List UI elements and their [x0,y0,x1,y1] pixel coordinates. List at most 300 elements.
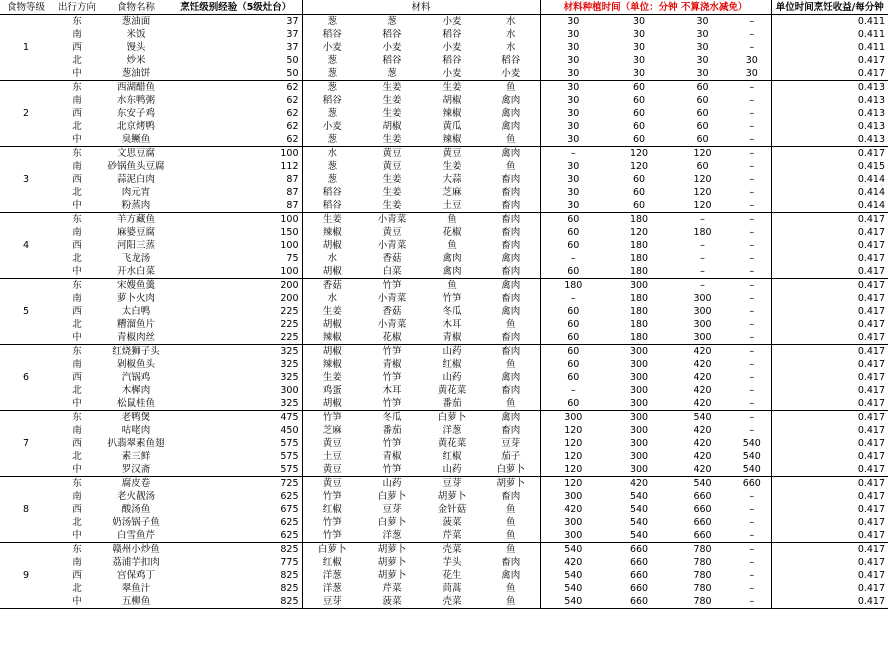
material-cell: 葱 [302,54,362,67]
material-cell: 禽肉 [501,412,521,423]
direction-cell: 南 [72,227,82,238]
table-row [0,279,888,293]
material-cell: 木耳 [382,385,402,396]
material-cell: 芝麻 [442,187,462,198]
table-row [0,265,888,279]
table-row [0,67,888,81]
material-cell: 禽肉 [501,148,521,159]
grow-time-cell: 540 [733,463,771,477]
grow-time-cell: 30 [540,199,606,213]
material-cell: 鱼 [506,82,516,93]
material-cell: 青椒 [382,359,402,370]
material-cell: 香菇 [382,253,402,264]
direction-cell: 北 [72,517,82,528]
food-name-cell: 臭鳜鱼 [102,133,170,147]
material-cell: 葱 [362,67,422,81]
material-cell: 鱼 [482,529,540,543]
material-cell: 芹菜 [422,529,482,543]
material-cell: 黄花菜 [437,438,467,449]
exp-cell: 62 [170,133,302,147]
material-cell: 畜肉 [501,425,521,436]
material-cell: 禽肉 [442,253,462,264]
material-cell: 香菇 [382,306,402,317]
grow-time-cell: 300 [629,451,649,462]
yield-cell: 0.411 [771,28,888,41]
grow-time-cell: – [749,253,755,264]
material-cell: 畜肉 [501,293,521,304]
exp-cell: 100 [280,240,299,251]
direction-cell: 西 [72,108,82,119]
food-name-cell: 罗汉斋 [102,463,170,477]
material-cell: 畜肉 [501,187,521,198]
food-name-cell: 荔浦芋扣肉 [112,557,160,568]
grow-time-cell: – [749,187,755,198]
exp-cell: 37 [286,16,299,27]
material-cell: 胡萝卜 [377,557,407,568]
food-name-cell: 白雪鱼芹 [102,529,170,543]
material-cell: 小麦 [302,120,362,133]
yield-cell: 0.415 [771,160,888,173]
material-cell: 生姜 [302,305,362,318]
grow-time-cell: – [733,133,771,147]
grow-time-cell: 180 [629,319,649,330]
direction-cell: 北 [72,253,82,264]
exp-cell: 625 [280,517,299,528]
grow-time-cell: 420 [693,425,712,436]
table-row [0,543,888,557]
food-name-cell: 文思豆腐 [116,148,155,159]
material-cell: 辣椒 [302,331,362,345]
direction-cell: 东 [72,82,82,93]
yield-cell: 0.414 [771,173,888,186]
food-name-cell: 葱油面 [121,16,151,27]
direction-cell: 南 [72,95,82,106]
grow-time-cell: – [733,199,771,213]
grow-time-cell: 120 [693,148,712,159]
material-cell: 竹笋 [362,397,422,411]
direction-cell: 东 [72,544,82,555]
grow-time-cell: – [749,95,755,106]
grow-time-cell: – [733,265,771,279]
table-row [0,397,888,411]
exp-cell: 625 [280,491,299,502]
table-row [0,81,888,95]
grow-time-cell: 540 [629,517,649,528]
table-row [0,133,888,147]
material-cell: 鱼 [506,359,516,370]
grow-time-cell: 30 [745,55,758,66]
yield-cell: 0.414 [771,199,888,213]
food-name-cell: 西湖醋鱼 [116,82,155,93]
exp-cell: 100 [170,265,302,279]
grow-time-cell: 660 [629,557,649,568]
material-cell: 洋葱 [302,569,362,582]
yield-cell: 0.417 [771,213,888,227]
grow-time-cell: 30 [632,16,646,27]
direction-cell: 中 [52,463,102,477]
table-row [0,556,888,569]
yield-cell: 0.413 [771,81,888,95]
grow-time-cell: – [749,517,755,528]
grow-time-cell: 120 [693,187,712,198]
food-name-cell: 米饭 [126,29,146,40]
exp-cell: 575 [280,451,299,462]
grow-time-cell: 30 [540,94,606,107]
grow-time-cell: 420 [540,503,606,516]
table-row [0,490,888,503]
exp-cell: 725 [280,478,299,489]
material-cell: 白萝卜 [482,463,540,477]
material-cell: 畜肉 [501,214,521,225]
exp-cell: 87 [170,199,302,213]
grow-time-cell: – [749,306,755,317]
material-cell: 土豆 [302,450,362,463]
grow-time-cell: 300 [606,397,672,411]
material-cell: 畜肉 [482,265,540,279]
material-cell: 壳菜 [422,595,482,609]
yield-cell: 0.417 [771,345,888,359]
grow-time-cell: 60 [540,213,606,227]
material-cell: 红椒 [442,359,462,370]
material-cell: 稻谷 [302,28,362,41]
grow-time-cell: 300 [693,306,712,317]
material-cell: 洋葱 [442,425,462,436]
grow-time-cell: 420 [629,478,649,489]
grow-time-cell: 30 [606,67,672,81]
direction-cell: 西 [72,372,82,383]
food-name-cell: 松鼠桂鱼 [102,397,170,411]
yield-cell: 0.417 [771,516,888,529]
grow-time-cell: 780 [693,583,712,594]
material-cell: 黄豆 [302,437,362,450]
table-row [0,305,888,318]
exp-cell: 200 [280,280,299,291]
material-cell: 花椒 [362,331,422,345]
direction-cell: 西 [72,306,82,317]
material-cell: 生姜 [442,82,462,93]
material-cell: 小青菜 [377,293,407,304]
yield-cell: 0.417 [771,371,888,384]
material-cell: 稻谷 [382,29,402,40]
grow-time-cell: 120 [629,148,649,159]
grow-time-cell: 120 [629,227,649,238]
material-cell: 水 [302,252,362,265]
material-cell: 胡萝卜 [437,491,467,502]
table-row [0,226,888,239]
food-level-cell: 7 [0,411,52,477]
material-cell: 白菜 [362,265,422,279]
grow-time-cell: 30 [632,42,646,53]
grow-time-cell: 60 [540,397,606,411]
direction-cell: 南 [72,557,82,568]
grow-time-cell: – [672,265,733,279]
grow-time-cell: 60 [540,331,606,345]
grow-time-cell: 120 [540,424,606,437]
table-row [0,331,888,345]
food-name-cell: 开水白菜 [102,265,170,279]
header-food-name: 食物名称 [102,0,170,15]
material-cell: 水 [506,42,516,53]
grow-time-cell: 30 [540,160,606,173]
material-cell: 生姜 [302,213,362,227]
grow-time-cell: 30 [540,41,606,54]
material-cell: 芝麻 [302,424,362,437]
material-cell: 木耳 [442,319,462,330]
yield-cell: 0.414 [771,186,888,199]
material-cell: 畜肉 [501,174,521,185]
table-row [0,186,888,199]
direction-cell: 南 [72,293,82,304]
grow-time-cell: 300 [672,331,733,345]
material-cell: 稻谷 [302,186,362,199]
grow-time-cell: 60 [632,82,646,93]
material-cell: 洋葱 [362,529,422,543]
material-cell: 水 [506,29,516,40]
food-name-cell: 扒翡翠素鱼翅 [107,438,165,449]
material-cell: 豆芽 [442,478,462,489]
material-cell: 禽肉 [501,95,521,106]
grow-time-cell: – [749,359,755,370]
food-name-cell: 红烧狮子头 [112,346,160,357]
grow-time-cell: 30 [696,29,709,40]
yield-cell: 0.417 [771,318,888,331]
grow-time-cell: 120 [540,450,606,463]
direction-cell: 中 [52,199,102,213]
yield-cell: 0.417 [771,411,888,425]
grow-time-cell: 30 [540,133,606,147]
material-cell: 红椒 [442,451,462,462]
material-cell: 水 [302,147,362,161]
exp-cell: 62 [286,108,299,119]
direction-cell: 西 [72,42,82,53]
grow-time-cell: 540 [540,543,606,557]
table-row [0,477,888,491]
exp-cell: 675 [280,504,299,515]
material-cell: 黄花菜 [437,385,467,396]
food-name-cell: 北京烤鸭 [116,121,155,132]
direction-cell: 西 [72,504,82,515]
material-cell: 生姜 [382,174,402,185]
grow-time-cell: 540 [629,504,649,515]
grow-time-cell: 540 [540,582,606,595]
grow-time-cell: 60 [696,82,709,93]
grow-time-cell: 540 [540,569,606,582]
direction-cell: 中 [52,265,102,279]
food-name-cell: 宋嫂鱼羹 [116,280,155,291]
direction-cell: 西 [72,240,82,251]
grow-time-cell: 300 [629,425,649,436]
material-cell: 葱 [302,107,362,120]
grow-time-cell: – [749,29,755,40]
grow-time-cell: 540 [606,529,672,543]
direction-cell: 北 [72,187,82,198]
direction-cell: 北 [72,319,82,330]
food-name-cell: 老鸭煲 [121,412,151,423]
food-name-cell: 糟溜鱼片 [116,319,155,330]
grow-time-cell: 60 [540,226,606,239]
grow-time-cell: 420 [693,359,712,370]
grow-time-cell: 180 [606,265,672,279]
exp-cell: 50 [286,55,299,66]
material-cell: 小麦 [302,41,362,54]
material-cell: 冬瓜 [382,412,402,423]
material-cell: 禽肉 [501,570,521,581]
material-cell: 辣椒 [422,133,482,147]
direction-cell: 南 [72,161,82,172]
material-cell: 辣椒 [442,108,462,119]
grow-time-cell: 780 [693,544,712,555]
grow-time-cell: – [749,544,755,555]
material-cell: 竹笋 [382,438,402,449]
direction-cell: 中 [52,397,102,411]
material-cell: 豆芽 [382,504,402,515]
material-cell: 畜肉 [482,331,540,345]
material-cell: 胡萝卜 [496,478,526,489]
grow-time-cell: 30 [540,54,606,67]
grow-time-cell: 60 [696,95,709,106]
grow-time-cell: 420 [693,346,712,357]
food-name-cell: 萝卜火肉 [116,293,155,304]
material-cell: 禽肉 [501,372,521,383]
table-row [0,463,888,477]
grow-time-cell: 60 [632,187,646,198]
grow-time-cell: – [749,214,755,225]
material-cell: 山药 [382,478,402,489]
material-cell: 禽肉 [501,280,521,291]
grow-time-cell: 300 [540,516,606,529]
exp-cell: 300 [280,385,299,396]
material-cell: 稻谷 [302,199,362,213]
yield-cell: 0.413 [771,133,888,147]
grow-time-cell: – [749,174,755,185]
grow-time-cell: 180 [629,214,649,225]
grow-time-cell: 540 [693,478,712,489]
grow-time-cell: 30 [696,42,709,53]
grow-time-cell: 300 [693,319,712,330]
grow-time-cell: 540 [540,595,606,609]
material-cell: 黄豆 [442,148,462,159]
grow-time-cell: 30 [696,16,709,27]
yield-cell: 0.417 [771,54,888,67]
grow-time-cell: 30 [696,55,709,66]
direction-cell: 北 [72,121,82,132]
food-name-cell: 奶汤锅子鱼 [112,517,160,528]
grow-time-cell: 660 [629,583,649,594]
food-name-cell: 五柳鱼 [102,595,170,609]
direction-cell: 南 [72,425,82,436]
table-row [0,28,888,41]
material-cell: 黄豆 [302,463,362,477]
material-cell: 竹笋 [362,463,422,477]
material-cell: 水 [302,292,362,305]
material-cell: 生姜 [382,108,402,119]
grow-time-cell: – [700,280,705,291]
exp-cell: 50 [170,67,302,81]
table-row [0,107,888,120]
table-row [0,503,888,516]
table-row [0,160,888,173]
table-row [0,292,888,305]
grow-time-cell: 60 [540,345,606,359]
material-cell: 冬瓜 [442,306,462,317]
grow-time-cell: 30 [632,29,646,40]
exp-cell: 325 [280,346,299,357]
food-level-cell: 3 [0,147,52,213]
grow-time-cell: 60 [540,305,606,318]
direction-cell: 西 [72,438,82,449]
grow-time-cell: 120 [540,463,606,477]
table-row [0,411,888,425]
exp-cell: 75 [286,253,299,264]
grow-time-cell: 60 [540,318,606,331]
material-cell: 白萝卜 [377,491,407,502]
food-name-cell: 粉蒸肉 [102,199,170,213]
table-row [0,120,888,133]
grow-time-cell: – [749,319,755,330]
material-cell: 山药 [442,346,462,357]
material-cell: 山药 [442,372,462,383]
food-level-cell: 8 [0,477,52,543]
food-name-cell: 咕咾肉 [121,425,151,436]
grow-time-cell: – [540,384,606,397]
grow-time-cell: 780 [672,595,733,609]
material-cell: 竹笋 [302,411,362,425]
food-name-cell: 汽锅鸡 [121,372,151,383]
grow-time-cell: 30 [540,173,606,186]
food-name-cell: 葱油饼 [102,67,170,81]
yield-cell: 0.417 [771,477,888,491]
material-cell: 生姜 [382,187,402,198]
grow-time-cell: 120 [540,437,606,450]
exp-cell: 825 [170,595,302,609]
grow-time-cell: – [733,331,771,345]
grow-time-cell: 60 [632,121,646,132]
direction-cell: 东 [72,280,82,291]
material-cell: 花生 [442,570,462,581]
table-row [0,173,888,186]
table-row [0,516,888,529]
grow-time-cell: 540 [629,491,649,502]
material-cell: 胡椒 [302,239,362,252]
table-row [0,94,888,107]
table-row [0,358,888,371]
material-cell: 红椒 [302,503,362,516]
exp-cell: 325 [280,359,299,370]
material-cell: 禽肉 [501,253,521,264]
header-direction: 出行方向 [52,0,102,15]
grow-time-cell: – [749,108,755,119]
material-cell: 稻谷 [442,55,462,66]
exp-cell: 450 [280,425,299,436]
food-level-cell: 4 [0,213,52,279]
food-name-cell: 剁椒鱼头 [116,359,155,370]
exp-cell: 100 [280,148,299,159]
material-cell: 鱼 [447,240,457,251]
grow-time-cell: 300 [540,490,606,503]
material-cell: 生姜 [302,371,362,384]
grow-time-cell: 660 [629,544,649,555]
direction-cell: 北 [72,55,82,66]
table-row [0,41,888,54]
yield-cell: 0.417 [771,147,888,161]
yield-cell: 0.417 [771,305,888,318]
grow-time-cell: 540 [742,438,761,449]
material-cell: 鱼 [482,397,540,411]
material-cell: 鸡蛋 [302,384,362,397]
yield-cell: 0.417 [771,331,888,345]
material-cell: 菠菜 [362,595,422,609]
grow-time-cell: 120 [672,199,733,213]
